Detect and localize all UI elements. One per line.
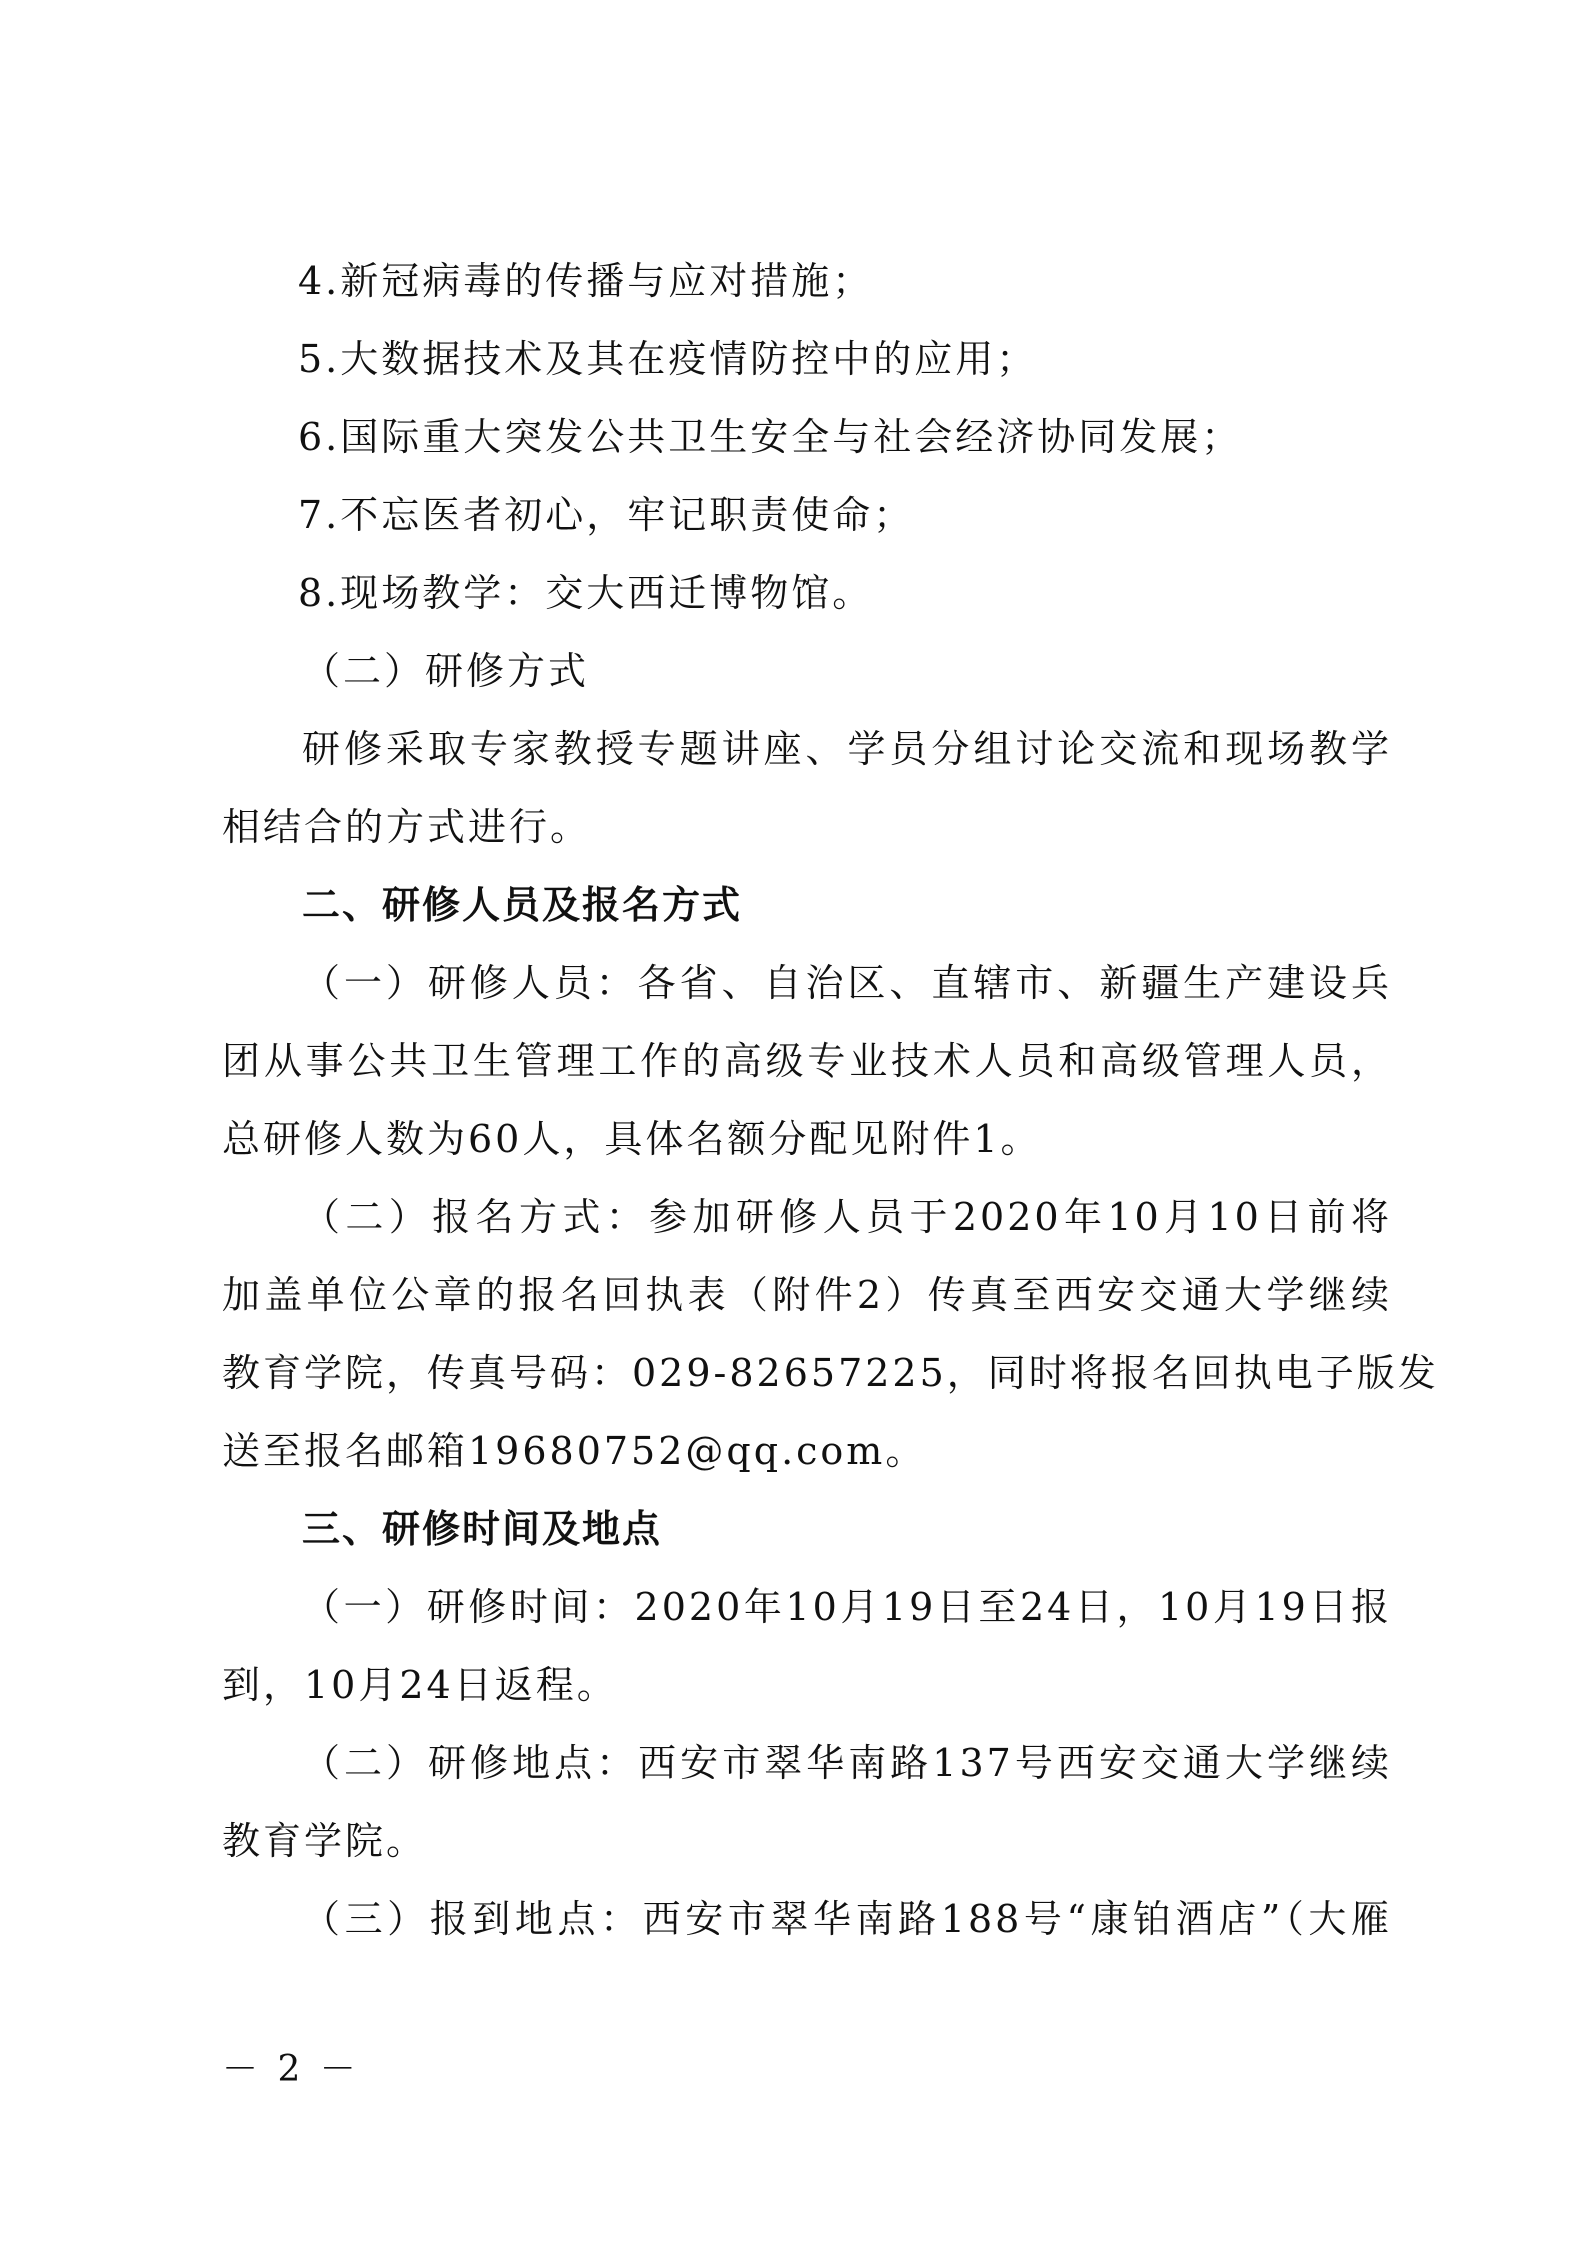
paragraph-line: （一）研修人员：各省、自治区、直辖市、新疆生产建设兵 [302,961,1392,1005]
list-item-8: 8.现场教学：交大西迁博物馆。 [298,571,874,615]
paragraph-line: 教育学院。 [222,1819,428,1863]
paragraph-line: （一）研修时间：2020年10月19日至24日，10月19日报 [302,1585,1392,1629]
paragraph-line: 研修采取专家教授专题讲座、学员分组讨论交流和现场教学 [302,727,1392,771]
paragraph-line: （二）研修地点：西安市翠华南路137号西安交通大学继续 [302,1741,1392,1785]
paragraph-line: （二）报名方式：参加研修人员于2020年10月10日前将 [302,1195,1392,1239]
list-item-4: 4.新冠病毒的传播与应对措施； [298,259,874,303]
paragraph-line: 到，10月24日返程。 [222,1663,618,1707]
section-heading-2: 二、研修人员及报名方式 [302,883,743,927]
list-item-6: 6.国际重大突发公共卫生安全与社会经济协同发展； [298,415,1243,459]
paragraph-line: 加盖单位公章的报名回执表（附件2）传真至西安交通大学继续 [222,1273,1392,1317]
section-heading-3: 三、研修时间及地点 [302,1507,663,1551]
list-item-7: 7.不忘医者初心，牢记职责使命； [298,493,915,537]
subheading-study-method: （二）研修方式 [302,649,590,693]
paragraph-line: 相结合的方式进行。 [222,805,592,849]
paragraph-line: （三）报到地点：西安市翠华南路188号“康铂酒店”（大雁 [302,1897,1392,1941]
paragraph-line: 团从事公共卫生管理工作的高级专业技术人员和高级管理人员， [222,1039,1392,1083]
paragraph-line: 送至报名邮箱19680752@qq.com。 [222,1429,927,1473]
page-number: － 2 － [222,2049,360,2090]
paragraph-line: 教育学院，传真号码：029-82657225，同时将报名回执电子版发 [222,1351,1439,1395]
paragraph-line: 总研修人数为60人，具体名额分配见附件1。 [222,1117,1042,1161]
list-item-5: 5.大数据技术及其在疫情防控中的应用； [298,337,1038,381]
